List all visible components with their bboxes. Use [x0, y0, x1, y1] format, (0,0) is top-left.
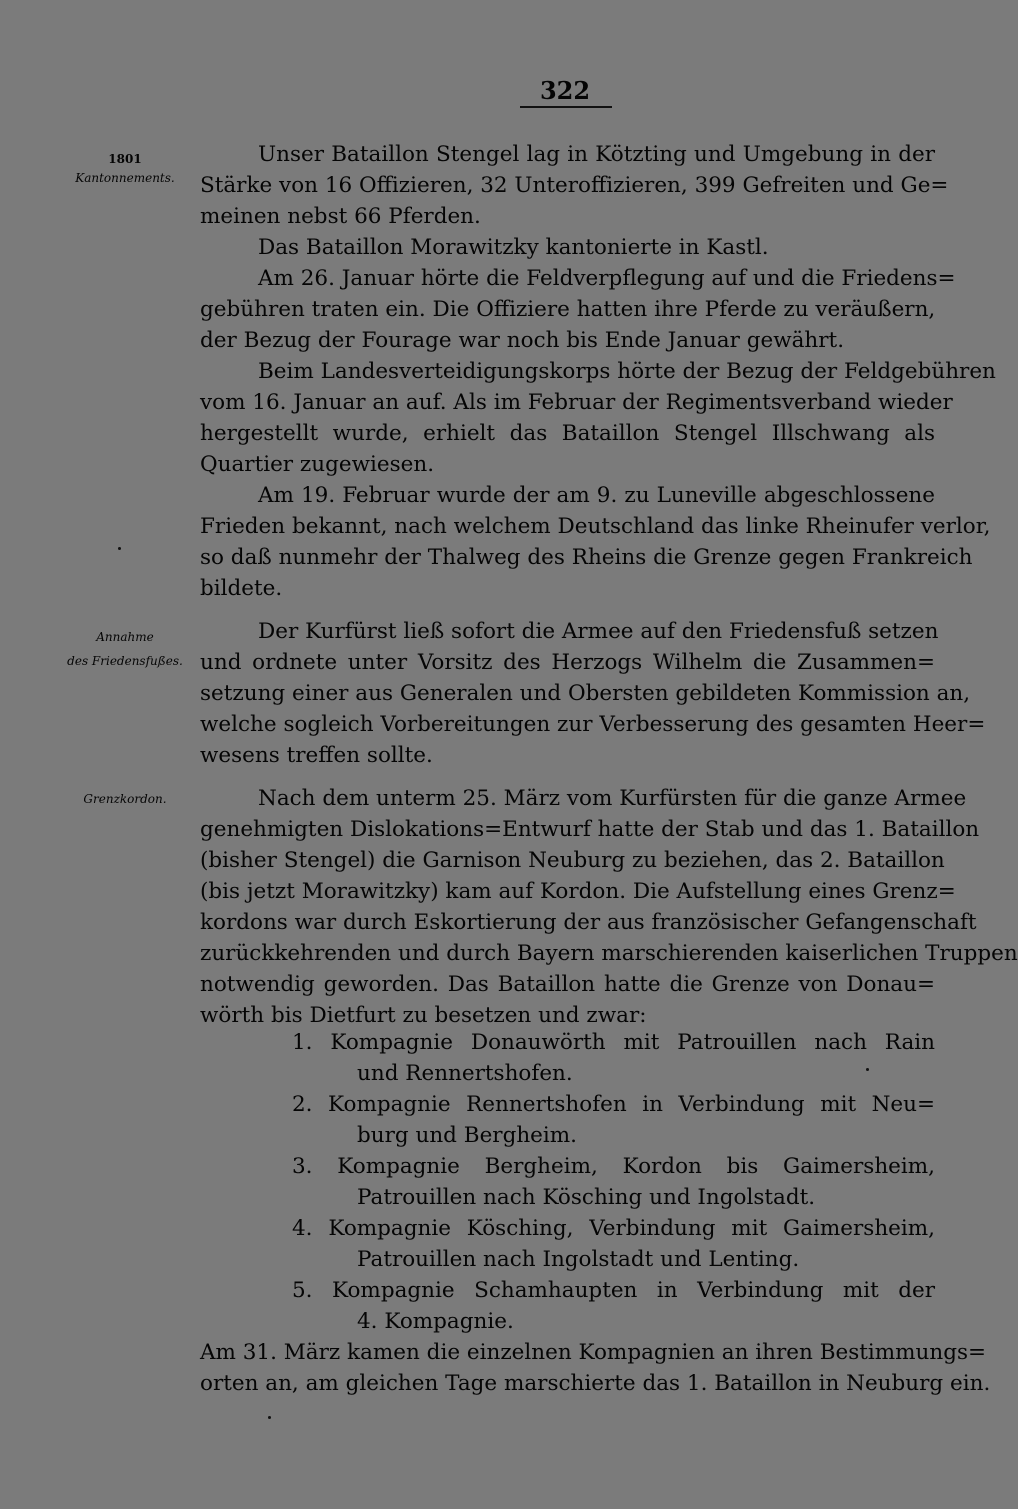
list-item: Patrouillen nach Kösching und Ingolstadt. — [357, 1185, 816, 1210]
text-line: vom 16. Januar an auf. Als im Februar der Regimentsverband wieder — [200, 390, 953, 415]
scan-speck — [118, 547, 121, 550]
text-line: wörth bis Dietfurt zu besetzen und zwar: — [200, 1003, 647, 1028]
list-item: 4. Kompagnie. — [357, 1309, 514, 1334]
text-line: Beim Landesverteidigungskorps hörte der Bezug der Feldgebühren — [258, 359, 996, 384]
list-item: 1. Kompagnie Donauwörth mit Patrouillen nach Rain — [292, 1030, 935, 1055]
text-line: Am 19. Februar wurde der am 9. zu Luneville abgeschlossene — [258, 483, 935, 508]
scan-speck — [866, 1068, 869, 1071]
text-line: der Bezug der Fourage war noch bis Ende Januar gewährt. — [200, 328, 845, 353]
text-line: Der Kurfürst ließ sofort die Armee auf den Friedensfuß setzen — [258, 619, 939, 644]
scan-speck — [268, 1416, 271, 1419]
margin-note-friedensfuss: des Friedensfußes. — [67, 654, 183, 668]
page-number-rule — [520, 106, 612, 108]
text-line: Am 31. März kamen die einzelnen Kompagnien an ihren Bestimmungs= — [200, 1340, 987, 1365]
margin-note-annahme: Annahme — [96, 630, 154, 644]
text-line: genehmigten Dislokations=Entwurf hatte der Stab und das 1. Bataillon — [200, 817, 980, 842]
list-item: burg und Bergheim. — [357, 1123, 578, 1148]
text-line: (bis jetzt Morawitzky) kam auf Kordon. Die Aufstellung eines Grenz= — [200, 879, 956, 904]
text-line: orten an, am gleichen Tage marschierte das 1. Bataillon in Neuburg ein. — [200, 1371, 991, 1396]
text-line: hergestellt wurde, erhielt das Bataillon Stengel Illschwang als — [200, 421, 935, 446]
text-line: kordons war durch Eskortierung der aus französischer Gefangenschaft — [200, 910, 977, 935]
text-line: so daß nunmehr der Thalweg des Rheins die Grenze gegen Frankreich — [200, 545, 973, 570]
list-item: Patrouillen nach Ingolstadt und Lenting. — [357, 1247, 800, 1272]
text-line: Unser Bataillon Stengel lag in Kötzting und Umgebung in der — [258, 142, 935, 167]
margin-note-year: 1801 — [108, 152, 142, 166]
list-item: 2. Kompagnie Rennertshofen in Verbindung mit Neu= — [292, 1092, 935, 1117]
list-item: 5. Kompagnie Schamhaupten in Verbindung mit der — [292, 1278, 935, 1303]
text-line: Stärke von 16 Offizieren, 32 Unteroffizieren, 399 Gefreiten und Ge= — [200, 173, 949, 198]
list-item: 4. Kompagnie Kösching, Verbindung mit Gaimersheim, — [292, 1216, 935, 1241]
text-line: setzung einer aus Generalen und Obersten gebildeten Kommission an, — [200, 681, 971, 706]
text-line: Frieden bekannt, nach welchem Deutschland das linke Rheinufer verlor, — [200, 514, 991, 539]
page-number: 322 — [539, 76, 591, 105]
text-line: bildete. — [200, 576, 283, 601]
text-line: meinen nebst 66 Pferden. — [200, 204, 481, 229]
list-item: 3. Kompagnie Bergheim, Kordon bis Gaimersheim, — [292, 1154, 935, 1179]
list-item: und Rennertshofen. — [357, 1061, 573, 1086]
text-line: (bisher Stengel) die Garnison Neuburg zu beziehen, das 2. Bataillon — [200, 848, 945, 873]
text-line: und ordnete unter Vorsitz des Herzogs Wilhelm die Zusammen= — [200, 650, 935, 675]
margin-note-grenzkordon: Grenzkordon. — [83, 792, 167, 806]
text-line: Nach dem unterm 25. März vom Kurfürsten für die ganze Armee — [258, 786, 967, 811]
text-line: zurückkehrenden und durch Bayern marschierenden kaiserlichen Truppen — [200, 941, 1018, 966]
text-line: welche sogleich Vorbereitungen zur Verbesserung des gesamten Heer= — [200, 712, 986, 737]
text-line: Am 26. Januar hörte die Feldverpflegung auf und die Friedens= — [258, 266, 956, 291]
text-line: Quartier zugewiesen. — [200, 452, 435, 477]
text-line: gebühren traten ein. Die Offiziere hatten ihre Pferde zu veräußern, — [200, 297, 936, 322]
text-line: Das Bataillon Morawitzky kantonierte in Kastl. — [258, 235, 769, 260]
text-line: notwendig geworden. Das Bataillon hatte die Grenze von Donau= — [200, 972, 935, 997]
margin-note-kantonnements: Kantonnements. — [75, 171, 175, 185]
text-line: wesens treffen sollte. — [200, 743, 433, 768]
